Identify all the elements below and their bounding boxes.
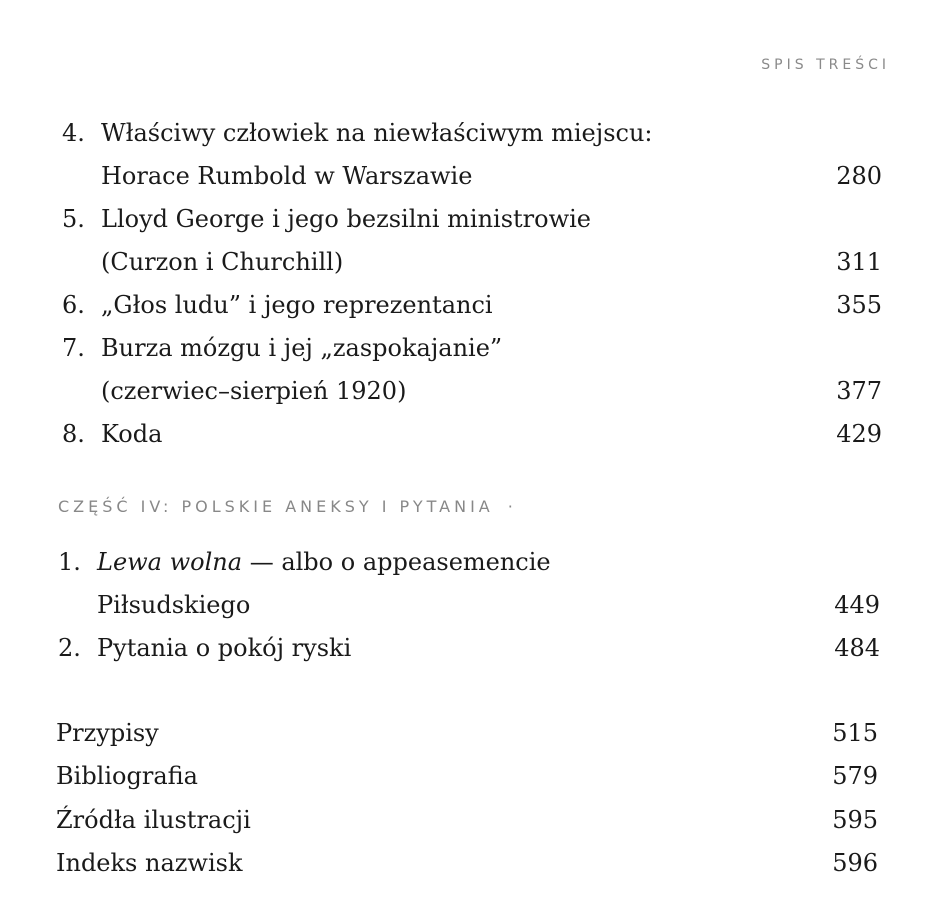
chapter-number: 6. [62, 291, 85, 319]
toc-entry[interactable] [0, 848, 932, 878]
toc-entry[interactable] [0, 547, 932, 577]
chapter-title [97, 547, 551, 577]
back-matter-title: Bibliografia [56, 762, 198, 790]
chapter-title: Koda [101, 420, 163, 448]
page-number: 596 [832, 849, 878, 877]
chapter-number: 7. [62, 334, 85, 362]
chapter-number: 4. [62, 119, 85, 147]
page-number: 484 [834, 634, 880, 662]
toc-entry[interactable] [0, 761, 932, 791]
toc-entry-continuation[interactable] [0, 247, 932, 277]
toc-entry[interactable] [0, 118, 932, 148]
chapter-title-line2: Piłsudskiego [97, 591, 251, 619]
running-head: SPIS TREŚCI [761, 57, 890, 73]
chapter-number: 8. [62, 420, 85, 448]
chapter-title-line2: Horace Rumbold w Warszawie [101, 162, 473, 190]
toc-entry[interactable] [0, 333, 932, 363]
back-matter-title: Indeks nazwisk [56, 849, 243, 877]
chapter-title-italic: Lewa wolna [97, 548, 243, 576]
page-number: 449 [834, 591, 880, 619]
chapter-number: 5. [62, 205, 85, 233]
toc-entry-continuation[interactable] [0, 590, 932, 620]
page-number: 355 [836, 291, 882, 319]
section-heading-text: CZĘŚĆ IV: POLSKIE ANEKSY I PYTANIA [58, 497, 494, 516]
chapter-title: Właściwy człowiek na niewłaściwym miejscu: [101, 119, 653, 147]
back-matter-title: Przypisy [56, 719, 159, 747]
toc-entry[interactable] [0, 633, 932, 663]
toc-entry[interactable] [0, 419, 932, 449]
back-matter-title: Źródła ilustracji [56, 806, 251, 834]
toc-entry-continuation[interactable] [0, 161, 932, 191]
chapter-title-line2: (czerwiec–sierpień 1920) [101, 377, 407, 405]
chapter-title: Lloyd George i jego bezsilni ministrowie [101, 205, 592, 233]
toc-entry[interactable] [0, 718, 932, 748]
page-number: 515 [832, 719, 878, 747]
page-number: 579 [832, 762, 878, 790]
toc-entry[interactable] [0, 290, 932, 320]
chapter-number: 2. [58, 634, 81, 662]
page-number: 377 [836, 377, 882, 405]
chapter-number: 1. [58, 548, 81, 576]
page-number: 595 [832, 806, 878, 834]
toc-entry-continuation[interactable] [0, 376, 932, 406]
toc-entry[interactable] [0, 805, 932, 835]
chapter-title: Burza mózgu i jej „zaspokajanie” [101, 334, 503, 362]
chapter-title: „Głos ludu” i jego reprezentanci [101, 291, 493, 319]
page-number: 311 [836, 248, 882, 276]
toc-entry[interactable] [0, 204, 932, 234]
section-heading [58, 497, 513, 516]
chapter-title: Pytania o pokój ryski [97, 634, 352, 662]
page-number: 429 [836, 420, 882, 448]
chapter-title-line2: (Curzon i Churchill) [101, 248, 344, 276]
chapter-title-rest: — albo o appeasemencie [242, 548, 551, 576]
page-number: 280 [836, 162, 882, 190]
section-heading-dot: · [507, 497, 513, 516]
